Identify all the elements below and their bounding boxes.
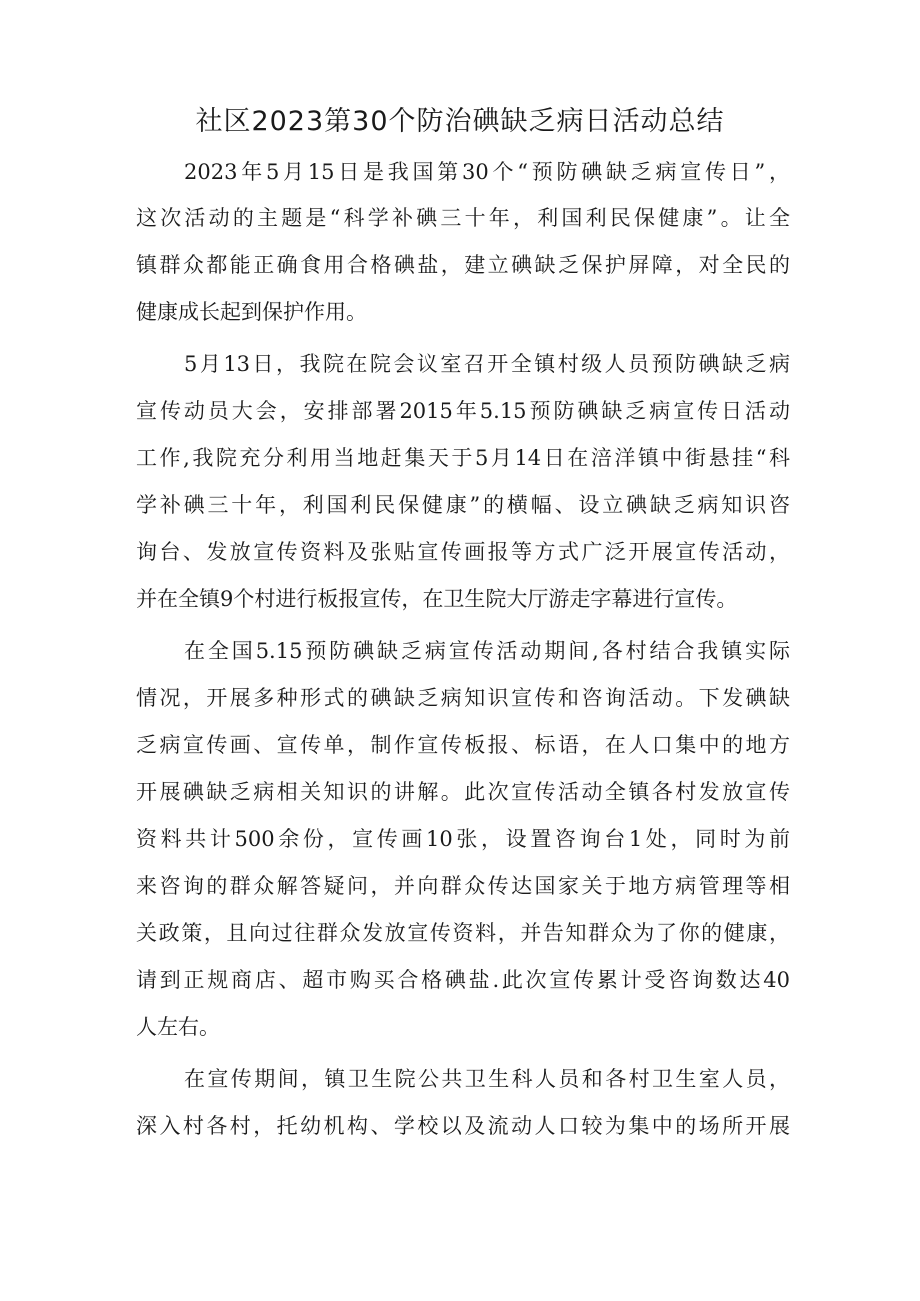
paragraph-3-line-1: 在全国5.15预防碘缺乏病宣传活动期间,各村结合我镇实际: [184, 639, 790, 663]
paragraph-2-line-6: 并在全镇9个村进行板报宣传，在卫生院大厅游走字幕进行宣传。: [136, 587, 738, 611]
paragraph-3-line-5: 资料共计500余份，宣传画10张，设置咨询台1处，同时为前: [136, 827, 790, 851]
document-title: 社区2023第30个防治碘缺乏病日活动总结: [195, 106, 725, 137]
paragraph-3-line-8: 请到正规商店、超市购买合格碘盐.此次宣传累计受咨询数达40: [136, 968, 790, 992]
paragraph-4-line-1: 在宣传期间，镇卫生院公共卫生科人员和各村卫生室人员，: [184, 1067, 790, 1091]
paragraph-1-line-2: 这次活动的主题是“科学补碘三十年，利国利民保健康”。让全: [136, 206, 790, 230]
paragraph-3-line-6: 来咨询的群众解答疑问，并向群众传达国家关于地方病管理等相: [136, 874, 790, 898]
paragraph-2-line-2: 宣传动员大会，安排部署2015年5.15预防碘缺乏病宣传日活动: [136, 399, 790, 423]
paragraph-3-line-4: 开展碘缺乏病相关知识的讲解。此次宣传活动全镇各村发放宣传: [136, 780, 790, 804]
paragraph-4-line-2: 深入村各村，托幼机构、学校以及流动人口较为集中的场所开展: [136, 1114, 790, 1138]
paragraph-3-line-3: 乏病宣传画、宣传单，制作宣传板报、标语，在人口集中的地方: [136, 733, 790, 757]
paragraph-2-line-3: 工作,我院充分利用当地赶集天于5月14日在涪洋镇中街悬挂“科: [136, 446, 790, 470]
paragraph-2-line-1: 5月13日，我院在院会议室召开全镇村级人员预防碘缺乏病: [184, 352, 790, 376]
paragraph-1-line-3: 镇群众都能正确食用合格碘盐，建立碘缺乏保护屏障，对全民的: [136, 253, 790, 277]
paragraph-3-line-2: 情况，开展多种形式的碘缺乏病知识宣传和咨询活动。下发碘缺: [136, 686, 790, 710]
paragraph-3-line-7: 关政策，且向过往群众发放宣传资料，并告知群众为了你的健康，: [136, 921, 790, 945]
paragraph-1-line-1: 2023年5月15日是我国第30个“预防碘缺乏病宣传日”，: [184, 160, 790, 184]
paragraph-1-line-4: 健康成长起到保护作用。: [136, 300, 367, 324]
paragraph-2-line-4: 学补碘三十年，利国利民保健康”的横幅、设立碘缺乏病知识咨: [136, 493, 790, 517]
paragraph-2-line-5: 询台、发放宣传资料及张贴宣传画报等方式广泛开展宣传活动，: [136, 540, 790, 564]
paragraph-3-line-9: 人左右。: [136, 1015, 220, 1039]
